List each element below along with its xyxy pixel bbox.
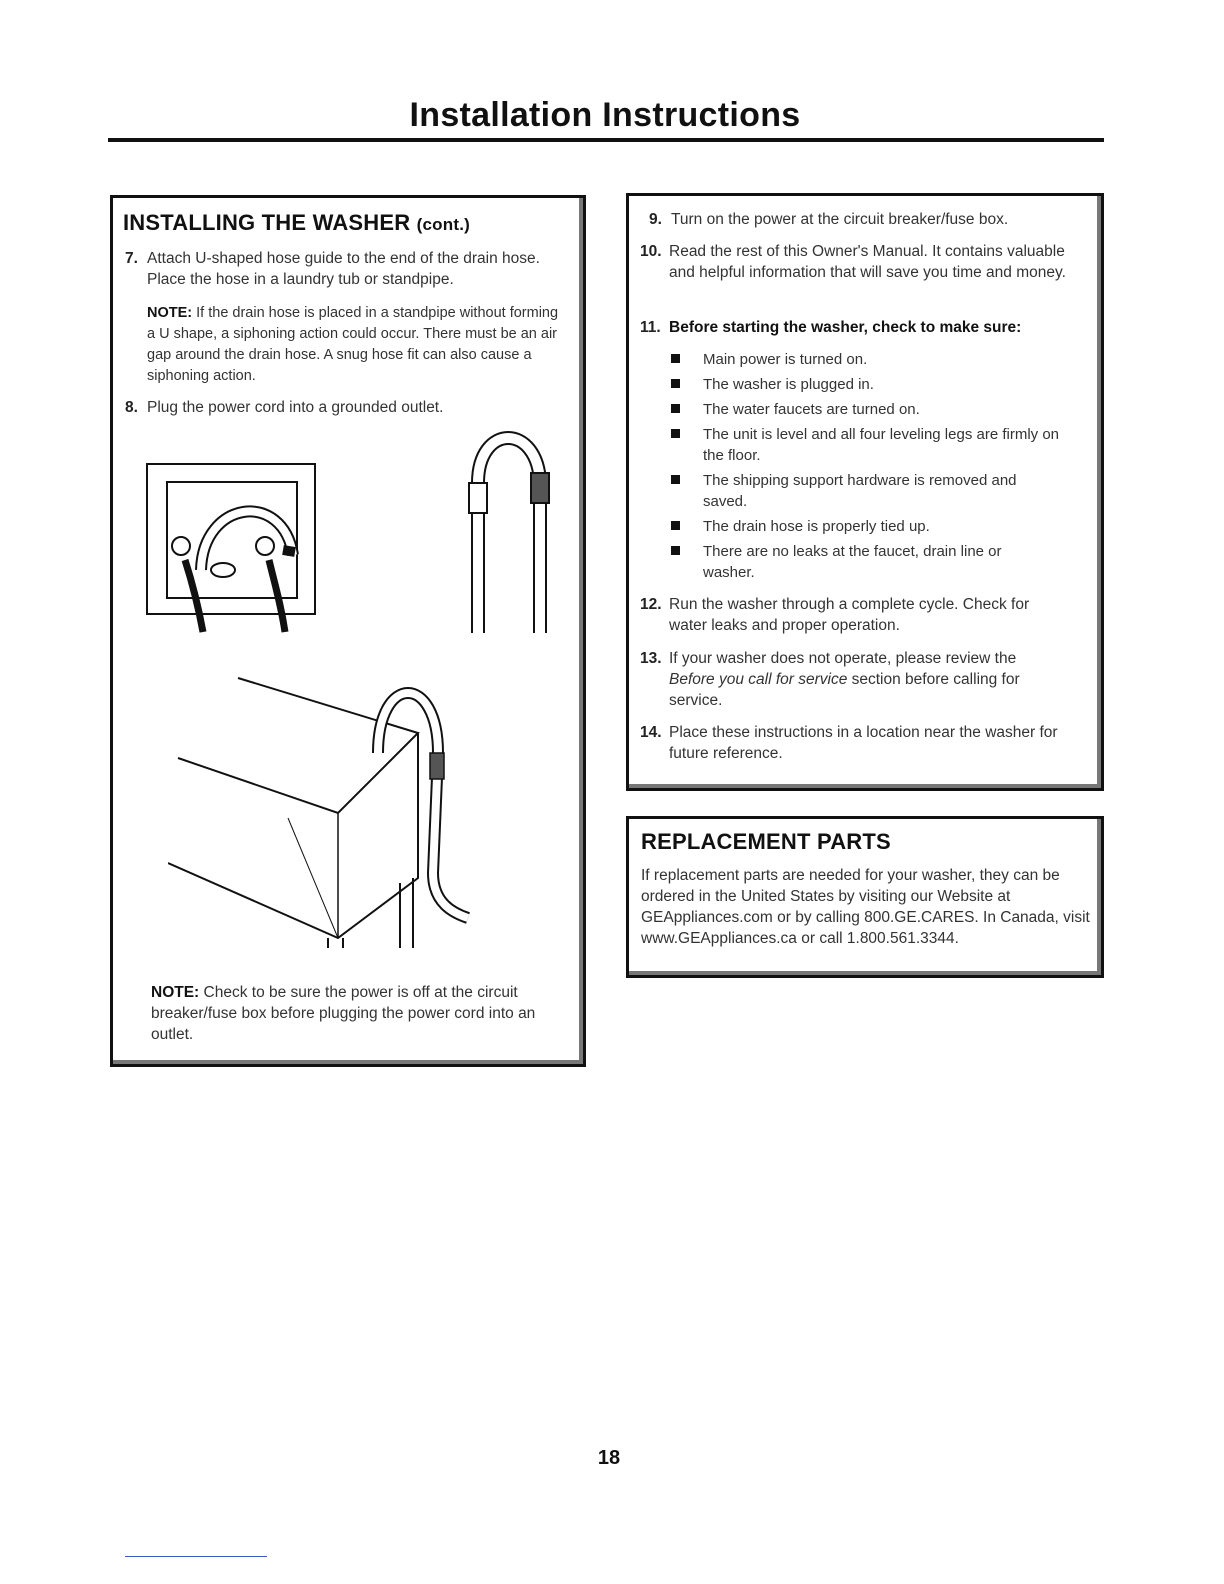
step-number: 8. <box>125 399 138 416</box>
step-10 <box>640 241 1080 283</box>
step-number: 13. <box>640 650 662 667</box>
note-text: If the drain hose is placed in a standpipe without forming a U shape, a siphoning action could occur. There must be an air gap around the drain hose. A snug hose fit can also cause a siphoning action. <box>147 305 559 384</box>
step-number: 10. <box>640 243 662 260</box>
page-title: Installation Instructions <box>409 96 801 134</box>
laundry-tub-illustration <box>168 673 488 948</box>
step-13 <box>640 648 1060 711</box>
step-text: Place these instructions in a location near the washer for future reference. <box>669 724 1058 762</box>
checklist-item <box>671 424 1081 466</box>
note-siphoning <box>147 303 567 387</box>
checklist-text: The shipping support hardware is removed and saved. <box>703 472 1017 510</box>
step-text-part: If your washer does not operate, please review the <box>669 650 1017 667</box>
title-divider <box>108 138 1104 142</box>
hose-guide-illustration <box>458 423 553 638</box>
checklist-item <box>671 541 1051 583</box>
bullet-icon <box>671 521 680 530</box>
installing-washer-title: INSTALLING THE WASHER <box>123 210 411 235</box>
step-12 <box>640 594 1060 636</box>
bullet-icon <box>671 354 680 363</box>
replacement-parts-section <box>626 816 1104 978</box>
note-label: NOTE: <box>147 305 193 321</box>
step-11 <box>640 317 1090 338</box>
final-steps-section <box>626 193 1104 791</box>
step-number: 12. <box>640 596 662 613</box>
installing-washer-heading <box>123 210 470 236</box>
step-7 <box>125 248 565 290</box>
replacement-parts-title: REPLACEMENT PARTS <box>641 829 891 854</box>
step-text <box>640 648 1060 711</box>
step-text: Run the washer through a complete cycle. Check for water leaks and proper operation. <box>669 596 1030 634</box>
installing-washer-cont: (cont.) <box>416 215 470 234</box>
step-number: 7. <box>125 250 138 267</box>
bullet-icon <box>671 475 680 484</box>
bullet-icon <box>671 546 680 555</box>
bullet-icon <box>671 379 680 388</box>
checklist-text: Main power is turned on. <box>703 351 868 368</box>
page-number: 18 <box>597 1447 621 1469</box>
step-8 <box>125 397 565 418</box>
note-label: NOTE: <box>151 984 200 1001</box>
checklist-text: The water faucets are turned on. <box>703 401 920 418</box>
checklist-item <box>671 399 1071 420</box>
step-number: 9. <box>649 211 662 228</box>
step-text: Turn on the power at the circuit breaker/fuse box. <box>671 211 1009 228</box>
step-text: Before starting the washer, check to make sure: <box>669 319 1022 336</box>
checklist-text: The washer is plugged in. <box>703 376 874 393</box>
bullet-icon <box>671 404 680 413</box>
note-text: Check to be sure the power is off at the circuit breaker/fuse box before plugging the power cord into an outlet. <box>151 984 536 1043</box>
step-text: Read the rest of this Owner's Manual. It contains valuable and helpful information that will save you time and money. <box>669 243 1066 281</box>
checklist-text: There are no leaks at the faucet, drain line or washer. <box>703 543 1002 581</box>
bullet-icon <box>671 429 680 438</box>
step-text: Attach U-shaped hose guide to the end of the drain hose. Place the hose in a laundry tub or standpipe. <box>147 250 540 288</box>
checklist-item <box>671 516 1071 537</box>
checklist-item <box>671 349 1071 370</box>
step-text: Plug the power cord into a grounded outlet. <box>147 399 444 416</box>
step-14 <box>640 722 1095 764</box>
checklist-text: The drain hose is properly tied up. <box>703 518 930 535</box>
footer-line <box>125 1556 267 1557</box>
checklist-text: The unit is level and all four leveling legs are firmly on the floor. <box>703 426 1060 464</box>
installing-washer-section <box>110 195 586 1067</box>
step-number: 11. <box>640 319 661 336</box>
checklist-item <box>671 374 1071 395</box>
step-text-part: section before calling for service. <box>669 671 1020 709</box>
note-power-off <box>151 982 571 1045</box>
step-9 <box>649 209 1089 230</box>
section-reference: Before you call for service <box>669 671 848 688</box>
step-number: 14. <box>640 724 662 741</box>
replacement-parts-text: If replacement parts are needed for your washer, they can be ordered in the United States by visiting our Website at GEAppliances.com or by calling 800.GE.CARES. In Canada, visit www.GEAppliances.ca or call 1.800.561.3344. <box>641 867 1090 947</box>
checklist-item <box>671 470 1051 512</box>
faucet-box-illustration <box>143 460 323 635</box>
